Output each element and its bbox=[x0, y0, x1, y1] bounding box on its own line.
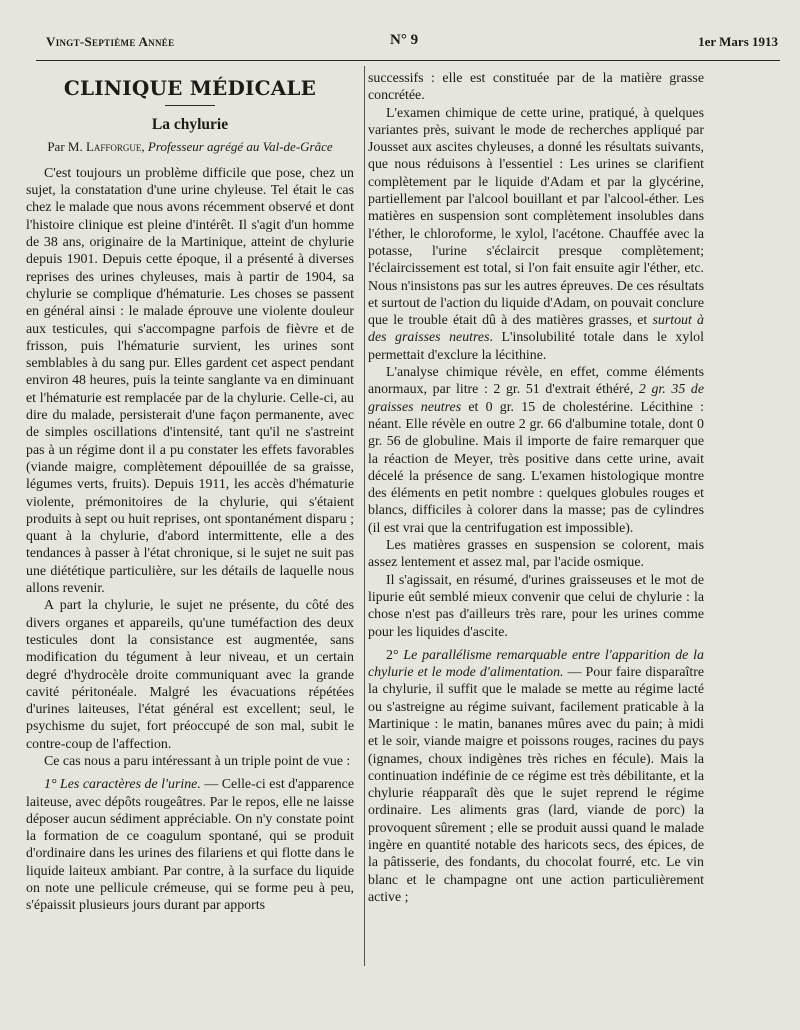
running-head bbox=[36, 34, 778, 54]
article-title: La chylurie bbox=[151, 116, 229, 134]
point-heading: Le parallélisme remarquable entre l'apparition de la chylurie et le mode d'alimentation. bbox=[368, 647, 704, 681]
byline-prefix: Par M. bbox=[47, 138, 83, 154]
paragraph: C'est toujours un problème difficile que pose, chez un sujet, la constatation d'une urine chyleuse. Tel était le cas chez le malade que nous avons récemment observé et dont l'histoire clinique est pleine d'intérêt. Il s'agit d'un homme de 38 ans, originaire de la Martinique, atteint de chylurie depuis 1901. Depuis cette époque, il a présenté à diverses reprises des urines chyleuses, mais à partir de 1904, sa chylurie se complique d'hématurie. Les choses se passent en général ainsi : le malade éprouve une violente douleur aux testicules, qui s'accompagne parfois de fièvre et de frisson, puis l'hématurie survient, les urines sont semblables à du sang pur. Elles gardent cet aspect pendant environ 48 heures, puis la teinte sanglante va en diminuant et l'hématurie est remplacée par de la chylurie. Celle-ci, au dire du malade, persisterait d'une façon permanente, avec de simples oscillations d'intensité, tant qu'il ne s'astreint pas à un régime dont il a pu constater les effets favorables (viande maigre, complètement dépouillée de sa graisse, légumes verts, fruits). Depuis 1911, les accès d'hématurie violente, prémonitoires de la chylurie, qui s'étaient produits à sept ou huit reprises, ont spontanément disparu ; quant à la chylurie, d'abord intermittente, elle a des tendances à passer à l'état chronique, si le sujet ne suit pas une diététique particulière, sur les détails de laquelle nous allons revenir. bbox=[26, 165, 354, 597]
section-title: CLINIQUE MÉDICALE bbox=[63, 76, 317, 100]
issue-date: 1er Mars 1913 bbox=[698, 34, 778, 49]
column-divider bbox=[364, 66, 365, 966]
paragraph: Les matières grasses en suspension se colorent, mais assez lentement et assez mal, par l'acide osmique. bbox=[368, 538, 704, 571]
header-rule bbox=[36, 60, 780, 61]
paragraph-text: — Pour faire disparaître la chylurie, il suffit que le malade se mette au régime lacté ou s'astreigne au régime suivant, facilement praticable à la Martinique : le matin, bananes mûres avec du pain; à midi et le soir, viande maigre et poissons rouges, racines du pays (ignames, choux indigènes très riches en fécule). Mais la continuation indéfinie de ce régime est très débilitante, et la chylurie réapparaît dès que le sujet reprend le régime ordinaire. Les aliments gras (lard, viande de porc) la provoquent sûrement ; elle se produit aussi quand le malade ingère en quantité notable des haricots secs, des épices, de la pâtisserie, des fondants, du chocolat fourré, etc. Le vin blanc et le champagne ont une action particulièrement active ; bbox=[368, 665, 704, 905]
paragraph bbox=[368, 105, 704, 364]
left-column bbox=[26, 70, 354, 915]
paragraph: successifs : elle est constituée par de la matière grasse concrétée. bbox=[368, 71, 704, 104]
emphasis: 2 gr. 35 de graisses neutres bbox=[368, 382, 704, 415]
paragraph bbox=[26, 776, 354, 914]
paragraph-text: — Celle-ci est d'apparence laiteuse, avec dépôts rougeâtres. Par le repos, elle ne laisse déposer aucun sédiment appréciable. On n'y constate point la formation de ce coagulum spontané, qui se produit d'ordinaire dans les urines des filariens et qui flotte dans le liquide laiteux ambiant. Par contre, à la surface du liquide on note une pellicule crémeuse, qui se forme peu à peu, s'épaissit plusieurs jours durant par apports bbox=[26, 777, 354, 914]
paragraph-text: . L'insolubilité totale dans le xylol permettait d'exclure la lécithine. bbox=[368, 330, 704, 363]
issue-number: N° 9 bbox=[390, 32, 419, 48]
paragraph bbox=[368, 364, 704, 537]
point-number: 2° bbox=[386, 647, 404, 663]
paragraph: A part la chylurie, le sujet ne présente, du côté des divers organes et appareils, qu'une tuméfaction des deux testicules dont la consistance est augmentée, sans modification du tégument à leur niveau, et un certain degré d'hydrocèle droite communiquant avec la grande cavité péritonéale. Malgré les évacuations répétées d'urines laiteuses, l'état général est excellent; seul, le psychisme du sujet, fort préoccupé de son mal, subit le contre-coup de l'affection. bbox=[26, 598, 354, 752]
paragraph-text: et 0 gr. 15 de cholestérine. Lécithine : néant. Elle révèle en outre 2 gr. 66 d'albumine totale, dont 0 gr. 56 de globuline. Mais il importe de faire remarquer que la réaction de Meyer, très positive dans cette urine, avait décelé la présence de sang. L'examen histologique montre des éléments en petit nombre : quelques globules rouges et blancs, difficiles à colorer dans la masse; pas de cylindres (il est vrai que la centrifugation est impossible). bbox=[368, 399, 705, 536]
paragraph bbox=[368, 647, 704, 906]
author-role: Professeur agrégé au Val-de-Grâce bbox=[147, 138, 333, 154]
author-name: Lafforgue, bbox=[85, 138, 145, 154]
right-column bbox=[368, 70, 704, 906]
paragraph-text: L'analyse chimique révèle, en effet, comme éléments anormaux, par litre : 2 gr. 51 d'extrait éthéré, bbox=[368, 365, 704, 398]
paragraph: Il s'agissait, en résumé, d'urines graisseuses et le mot de lipurie eût semblé mieux convenir que celui de chylurie : la chose n'est pas d'ailleurs très rare, pour les urines comme pour les liquides d'ascite. bbox=[368, 572, 704, 640]
title-rule bbox=[165, 105, 215, 106]
volume-label: Vingt-Septième Année bbox=[46, 34, 175, 49]
point-heading: 1° Les caractères de l'urine. bbox=[44, 777, 201, 793]
byline bbox=[26, 138, 354, 155]
emphasis: surtout à des graisses neutres bbox=[368, 313, 704, 346]
paragraph-text: L'examen chimique de cette urine, pratiqué, à quelques variantes près, suivant le mode de recherches appliqué par Jousset aux ascites chyleuses, a donné les résultats suivants, que nous réduisons à l'essentiel : Les urines se clarifient complètement par le liquide d'Adam et par la glycérine, partiellement par l'alcool bouillant et par l'alcool-éther. Les matières en suspension sont complètement insolubles dans l'éther, le chloroforme, le xylol, l'acétone. Chauffée avec la potasse, l'urine s'éclaircit presque complètement; l'éclaircissement est total, si l'on fait ensuite agir l'éther, etc. Nous n'insistons pas sur les autres épreuves. De ces résultats et surtout de l'action du liquide d'Adam, on pouvait conclure que le trouble était dû à des matières grasses, et bbox=[368, 105, 704, 329]
paragraph: Ce cas nous a paru intéressant à un triple point de vue : bbox=[44, 753, 351, 769]
